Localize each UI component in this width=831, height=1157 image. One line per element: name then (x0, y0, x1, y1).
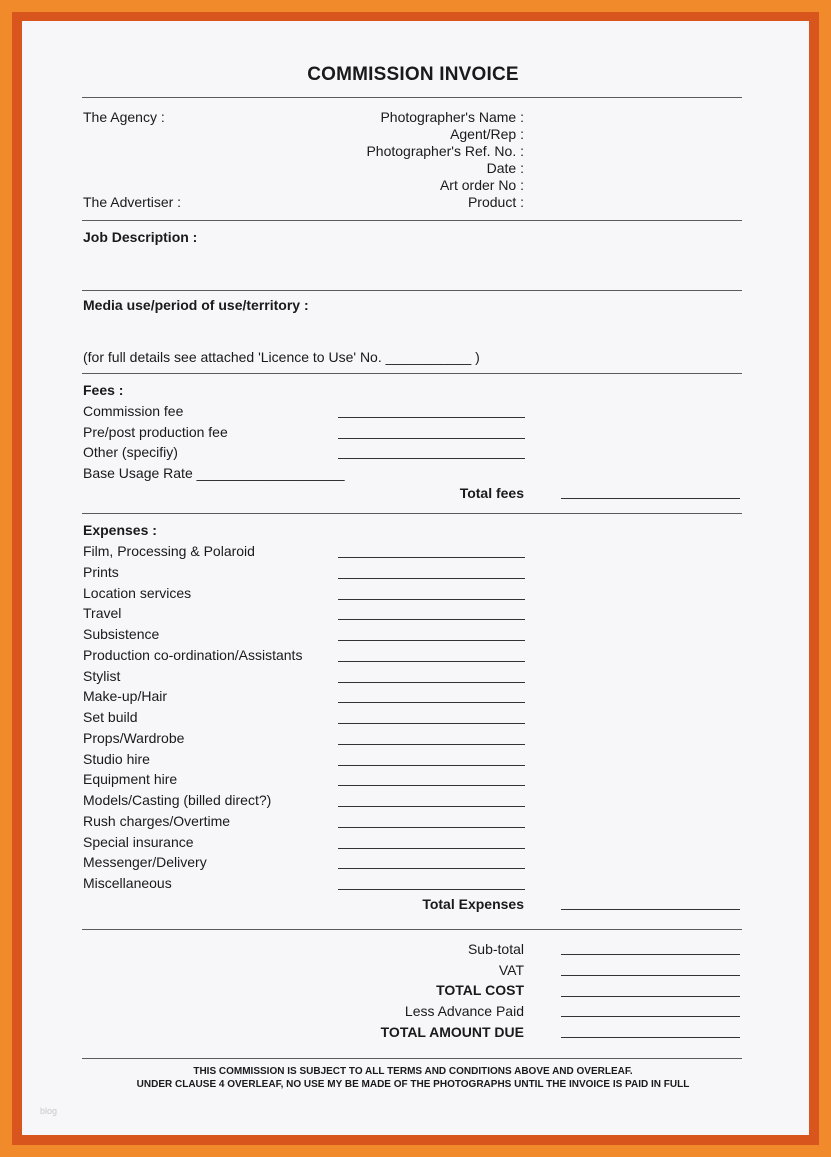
expense-item: Make-up/Hair (83, 688, 168, 704)
art-order-label: Art order No : (439, 177, 524, 193)
licence-note: (for full details see attached 'Licence to Use' No. ___________ ) (83, 349, 480, 365)
expense-entry-line[interactable] (338, 868, 525, 869)
divider (82, 290, 742, 291)
watermark: blog (40, 1106, 58, 1116)
expense-item: Prints (83, 564, 119, 580)
expense-item: Film, Processing & Polaroid (83, 543, 255, 559)
subtotal-label: Sub-total (467, 941, 524, 957)
divider (82, 929, 742, 930)
vat-label: VAT (498, 962, 524, 978)
expense-item: Set build (83, 709, 138, 725)
date-label: Date : (486, 160, 524, 176)
expense-entry-line[interactable] (338, 806, 525, 807)
photographer-name-label: Photographer's Name : (380, 109, 524, 125)
total-fees-line[interactable] (561, 498, 740, 499)
media-use-label: Media use/period of use/territory : (83, 297, 309, 313)
expense-entry-line[interactable] (338, 702, 525, 703)
expense-entry-line[interactable] (338, 723, 525, 724)
expense-entry-line[interactable] (338, 827, 525, 828)
vat-line[interactable] (561, 975, 740, 976)
fees-heading: Fees : (83, 382, 124, 398)
expense-item: Messenger/Delivery (83, 854, 207, 870)
expense-item: Stylist (83, 668, 121, 684)
expense-item: Production co-ordination/Assistants (83, 647, 303, 663)
terms-line-2: UNDER CLAUSE 4 OVERLEAF, NO USE MY BE MADE OF THE PHOTOGRAPHS UNTIL THE INVOICE IS PAID IN FULL (136, 1079, 690, 1090)
fee-entry-line[interactable] (338, 458, 525, 459)
expense-item: Miscellaneous (83, 875, 172, 891)
fee-item: Commission fee (83, 403, 184, 419)
divider (82, 513, 742, 514)
agent-rep-label: Agent/Rep : (450, 126, 524, 142)
less-advance-label: Less Advance Paid (404, 1003, 524, 1019)
total-due-label: TOTAL AMOUNT DUE (380, 1024, 524, 1040)
fee-item: Other (specifiy) (83, 444, 178, 460)
base-usage-rate: Base Usage Rate ___________________ (83, 465, 345, 481)
expense-entry-line[interactable] (338, 557, 525, 558)
expense-entry-line[interactable] (338, 640, 525, 641)
expense-item: Equipment hire (83, 771, 178, 787)
expense-item: Special insurance (83, 834, 194, 850)
total-cost-line[interactable] (561, 996, 740, 997)
expense-item: Subsistence (83, 626, 160, 642)
expense-entry-line[interactable] (338, 682, 525, 683)
product-label: Product : (467, 194, 524, 210)
divider (82, 97, 742, 98)
expense-entry-line[interactable] (338, 578, 525, 579)
expense-entry-line[interactable] (338, 848, 525, 849)
expense-entry-line[interactable] (338, 785, 525, 786)
total-cost-label: TOTAL COST (436, 982, 524, 998)
fee-entry-line[interactable] (338, 417, 525, 418)
expense-item: Props/Wardrobe (83, 730, 185, 746)
expense-item: Studio hire (83, 751, 150, 767)
expense-entry-line[interactable] (338, 599, 525, 600)
total-due-line[interactable] (561, 1037, 740, 1038)
expense-entry-line[interactable] (338, 619, 525, 620)
fee-entry-line[interactable] (338, 438, 525, 439)
photographer-ref-label: Photographer's Ref. No. : (366, 143, 524, 159)
expense-entry-line[interactable] (338, 765, 525, 766)
total-fees-label: Total fees (459, 485, 524, 501)
agency-label: The Agency : (83, 109, 165, 125)
expense-item: Travel (83, 605, 122, 621)
invoice-title: COMMISSION INVOICE (307, 64, 519, 85)
expenses-heading: Expenses : (83, 522, 157, 538)
expense-item: Rush charges/Overtime (83, 813, 231, 829)
job-description-label: Job Description : (83, 229, 198, 245)
expense-entry-line[interactable] (338, 661, 525, 662)
divider (82, 220, 742, 221)
less-advance-line[interactable] (561, 1016, 740, 1017)
subtotal-line[interactable] (561, 954, 740, 955)
expense-entry-line[interactable] (338, 744, 525, 745)
divider (82, 373, 742, 374)
total-expenses-label: Total Expenses (422, 896, 524, 912)
terms-line-1: THIS COMMISSION IS SUBJECT TO ALL TERMS AND CONDITIONS ABOVE AND OVERLEAF. (193, 1066, 633, 1077)
expense-item: Location services (83, 585, 192, 601)
fee-item: Pre/post production fee (83, 424, 228, 440)
expense-entry-line[interactable] (338, 889, 525, 890)
divider (82, 1058, 742, 1059)
total-expenses-line[interactable] (561, 909, 740, 910)
advertiser-label: The Advertiser : (83, 194, 182, 210)
expense-item: Models/Casting (billed direct?) (83, 792, 272, 808)
